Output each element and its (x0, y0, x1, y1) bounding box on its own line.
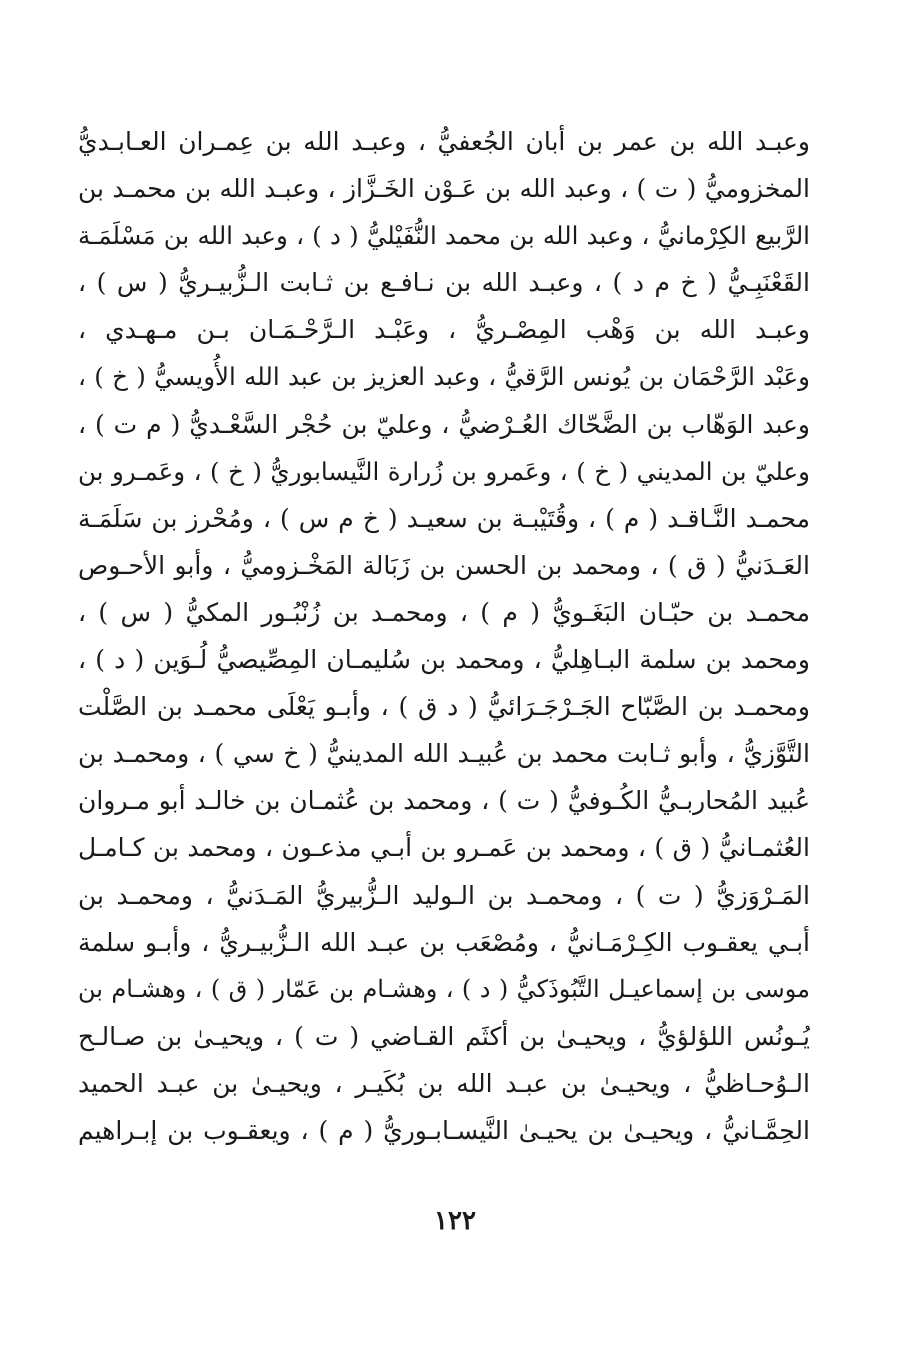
text-line: وعَبْد الرَّحْمَان بن يُونس الرَّقيُّ ، وعبد العزيز بن عبد الله الأُويسيُّ ( خ ) ، (78, 362, 810, 392)
text-line: التَّوَّزيُّ ، وأبو ثـابت محمد بن عُبيـد الله المدينيُّ ( خ سي ) ، ومحمـد بن (78, 739, 810, 769)
text-line: وعليّ بن المديني ( خ ) ، وعَمرو بن زُرارة النَّيسابوريُّ ( خ ) ، وعَمـرو بن (78, 456, 810, 486)
text-line: الـوُحـاظيُّ ، ويحيـىٰ بن عبـد الله بن بُكَيـر ، ويحيـىٰ بن عبـد الحميد (78, 1068, 810, 1098)
text-line: الحِمَّـانيُّ ، ويحيـىٰ بن يحيـىٰ النَّيسـابـوريُّ ( م ) ، ويعقـوب بن إبـراهيم (78, 1115, 810, 1145)
text-line: المخزوميُّ ( ت ) ، وعبد الله بن عَـوْن الخَـزَّاز ، وعبـد الله بن محمـد بن (78, 174, 810, 204)
text-line: وعبـد الله بن عمر بن أبان الجُعفيُّ ، وعبـد الله بن عِمـران العـابـديُّ (78, 127, 810, 156)
text-line: عُبيد المُحاربـيُّ الكُـوفيُّ ( ت ) ، ومحمد بن عُثمـان بن خالـد أبو مـروان (78, 786, 810, 816)
text-line: العُثمـانيُّ ( ق ) ، ومحمد بن عَمـرو بن أبـي مذعـون ، ومحمد بن كـامـل (78, 833, 810, 863)
text-line: القَعْنَبِـيُّ ( خ م د ) ، وعبـد الله بن نـافـع بن ثـابت الـزُّبيـريُّ ( س ) ، (78, 268, 810, 298)
text-line: أبـي يعقـوب الكِـرْمَـانيُّ ، ومُصْعَب بن عبـد الله الـزُّبيـريُّ ، وأبـو سلمة (78, 927, 810, 957)
text-line: وعبد الوَهّاب بن الضَّحّاك العُـرْضيُّ ، وعليّ بن حُجْر السَّعْـديُّ ( م ت ) ، (78, 409, 810, 439)
main-text-block (78, 118, 810, 1154)
text-line: الرَّبيع الكِرْمانيُّ ، وعبد الله بن محمد النُّفَيْليُّ ( د ) ، وعبد الله بن مَسْلَمَـة (78, 221, 810, 251)
text-line: يُـونُس اللؤلؤيُّ ، ويحيـىٰ بن أكثَم القـاضي ( ت ) ، ويحيـىٰ بن صـالـح (78, 1021, 810, 1051)
text-line: العَـدَنيُّ ( ق ) ، ومحمد بن الحسن بن زَبَالة المَخْـزوميُّ ، وأبو الأحـوص (78, 550, 810, 580)
text-line: موسى بن إسماعيـل التَّبُوذَكيُّ ( د ) ، وهشـام بن عَمّار ( ق ) ، وهشـام بن (78, 974, 810, 1003)
text-line: ومحمد بن سلمة البـاهِليُّ ، ومحمد بن سُليمـان المِصِّيصيُّ لُـوَين ( د ) ، (78, 645, 810, 675)
text-line: وعبـد الله بن وَهْب المِصْـريُّ ، وعَبْـد الـرَّحْـمَـان بـن مـهـدي ، (78, 315, 810, 345)
page-number: ١٢٢ (434, 1206, 476, 1236)
text-line: محمـد بن حبّـان البَغَـويُّ ( م ) ، ومحمـد بن زُنْبُـور المكيُّ ( س ) ، (78, 597, 810, 627)
text-line: المَـرْوَزيُّ ( ت ) ، ومحمـد بن الـوليد الـزُّبيريُّ المَـدَنيُّ ، ومحمـد بن (78, 880, 810, 910)
text-line: ومحمـد بن الصَّبّاح الجَـرْجَـرَائيُّ ( د ق ) ، وأبـو يَعْلَى محمـد بن الصَّلْت (78, 692, 810, 722)
text-line: محمـد النَّـاقـد ( م ) ، وقُتَيْبـة بن سعيـد ( خ م س ) ، ومُحْرز بن سَلَمَـة (78, 503, 810, 533)
